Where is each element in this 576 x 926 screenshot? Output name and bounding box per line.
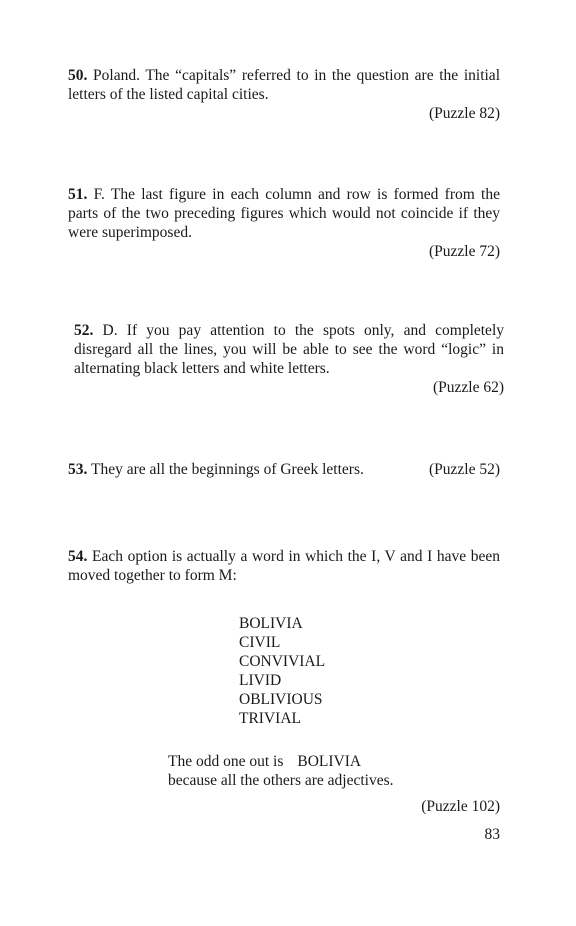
answer-51-puzzle-ref: (Puzzle 72)	[428, 243, 500, 260]
answer-52-number: 52.	[74, 322, 94, 339]
answer-51	[68, 185, 500, 261]
answer-50-puzzle-ref: (Puzzle 82)	[428, 105, 500, 122]
answer-53-number: 53.	[68, 461, 88, 478]
list-item: BOLIVIA	[239, 615, 303, 632]
list-item: OBLIVIOUS	[239, 691, 323, 708]
answer-53-text: 53. They are all the beginnings of Greek letters.	[68, 461, 364, 478]
answer-53-puzzle-ref: (Puzzle 52)	[428, 461, 500, 478]
list-item: CIVIL	[239, 634, 281, 651]
page-number: 83	[484, 826, 500, 843]
answer-50-text: 50. Poland. The “capitals” referred to in the question are the initial letters of the listed capital cities.	[68, 67, 500, 103]
answer-54-puzzle-ref: (Puzzle 102)	[421, 798, 500, 815]
answer-54-word-list	[239, 614, 325, 728]
answer-52-text: 52. D. If you pay attention to the spots only, and completely disregard all the lines, you will be able to see the word “logic” in alternating black letters and white letters.	[74, 322, 504, 377]
conclusion-line	[168, 752, 394, 771]
answer-52-puzzle-ref: (Puzzle 62)	[432, 379, 504, 396]
list-item: TRIVIAL	[239, 710, 301, 727]
answer-54-number: 54.	[68, 548, 88, 565]
answer-54-conclusion	[168, 752, 394, 790]
answer-54	[68, 547, 500, 585]
answer-50-number: 50.	[68, 67, 88, 84]
conclusion-prefix: The odd one out is	[168, 753, 284, 770]
answer-54-text: 54. Each option is actually a word in which the I, V and I have been moved together to form M:	[68, 548, 501, 584]
answer-51-number: 51.	[68, 186, 88, 203]
list-item: LIVID	[239, 672, 282, 689]
answer-50	[68, 66, 500, 123]
list-item: CONVIVIAL	[239, 653, 326, 670]
answer-53	[68, 460, 500, 479]
conclusion-answer: BOLIVIA	[297, 753, 362, 770]
answer-52	[74, 321, 504, 397]
conclusion-reason: because all the others are adjectives.	[168, 772, 394, 789]
answer-51-text: 51. F. The last figure in each column and row is formed from the parts of the two preceding figures which would not coincide if they were superimposed.	[68, 186, 500, 241]
